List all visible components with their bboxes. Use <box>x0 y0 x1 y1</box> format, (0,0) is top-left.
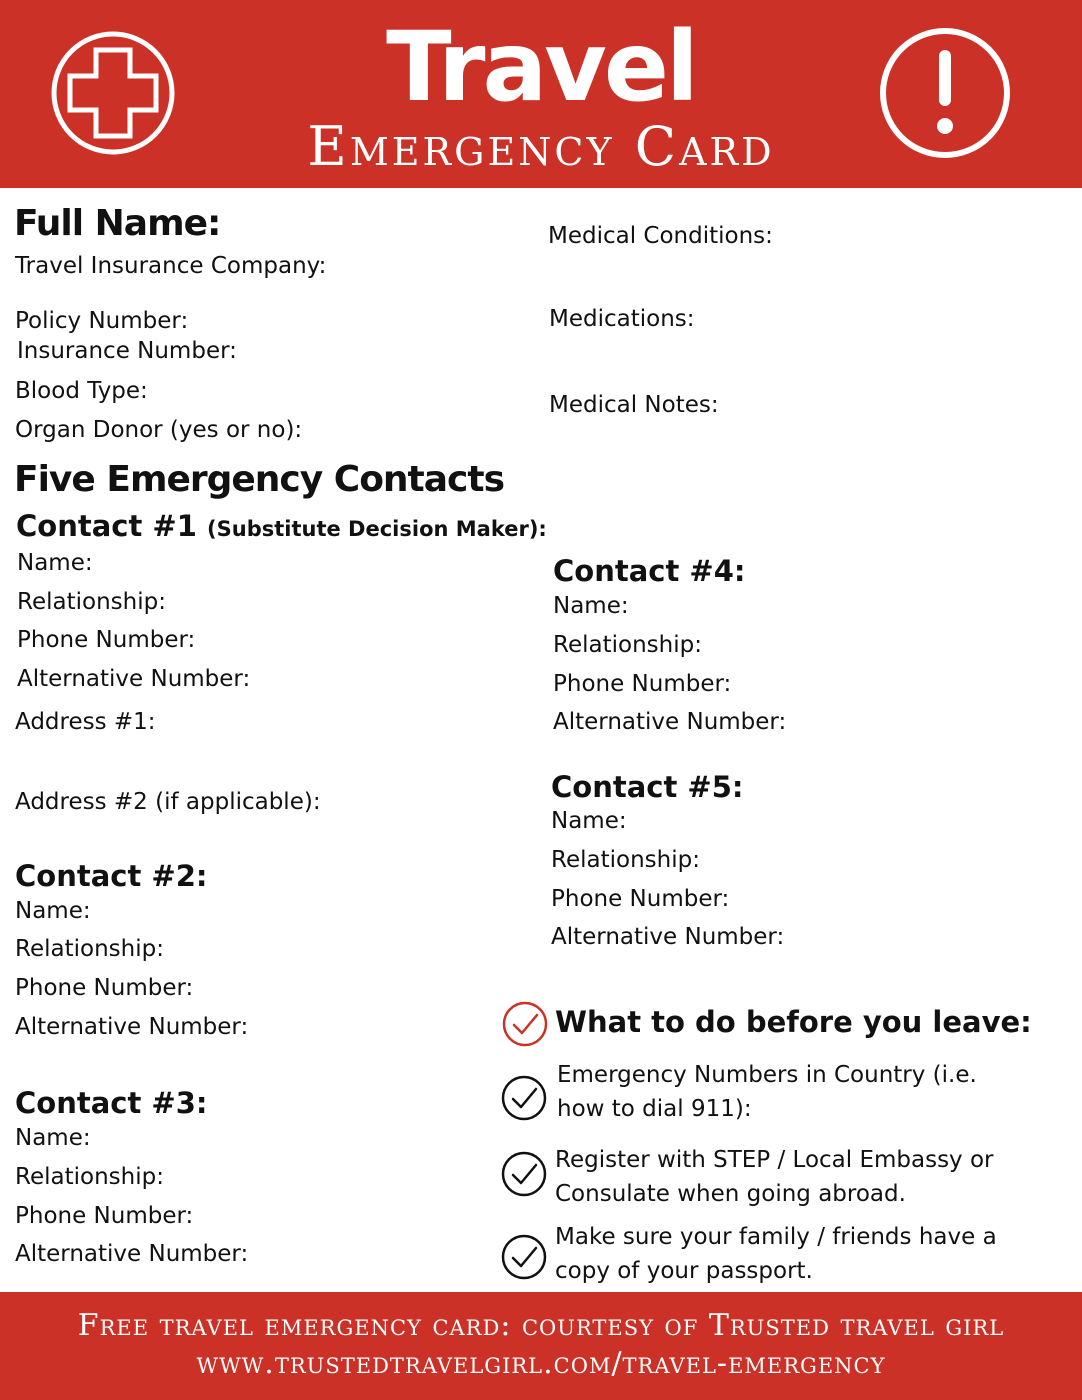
full-name-label: Full Name: <box>14 203 221 244</box>
contact-2-relationship: Relationship: <box>15 936 164 962</box>
contact-4-alt-number: Alternative Number: <box>553 709 787 735</box>
medical-conditions-label: Medical Conditions: <box>548 223 773 249</box>
contact-1-name: Name: <box>17 550 93 576</box>
check-circle-icon <box>500 1233 548 1281</box>
contact-5-name: Name: <box>551 808 627 834</box>
contact-3-relationship: Relationship: <box>15 1164 164 1190</box>
contact-2-phone: Phone Number: <box>15 975 194 1001</box>
contact-1-alt-number: Alternative Number: <box>17 666 251 692</box>
contact-1-address-1: Address #1: <box>15 709 156 735</box>
contact-2-name: Name: <box>15 898 91 924</box>
contact-2-alt-number: Alternative Number: <box>15 1014 249 1040</box>
contact-3-phone: Phone Number: <box>15 1203 194 1229</box>
insurance-company-label: Travel Insurance Company: <box>15 253 327 279</box>
contact-5-relationship: Relationship: <box>551 847 700 873</box>
page-subtitle: Emergency Card <box>307 115 775 178</box>
footer-courtesy-text: Free travel emergency card: courtesy of Trusted travel girl <box>77 1308 1005 1343</box>
emergency-contacts-heading: Five Emergency Contacts <box>14 459 505 500</box>
page-title: Travel <box>386 11 696 123</box>
contact-5-alt-number: Alternative Number: <box>551 924 785 950</box>
contact-1-relationship: Relationship: <box>17 589 166 615</box>
contact-1-title-text: Contact #1 <box>16 509 197 543</box>
contact-3-title: Contact #3: <box>15 1086 208 1120</box>
contact-3-name: Name: <box>15 1125 91 1151</box>
policy-number-label: Policy Number: <box>15 308 189 334</box>
organ-donor-label: Organ Donor (yes or no): <box>15 417 303 443</box>
checklist-item-register-step: Register with STEP / Local Embassy or Consulate when going abroad. <box>555 1147 994 1207</box>
contact-1-phone: Phone Number: <box>17 627 196 653</box>
exclamation-circle-icon <box>878 26 1012 160</box>
footer-url-link[interactable]: www.trustedtravelgirl.com/travel-emergency <box>196 1346 886 1381</box>
footer-banner <box>0 1292 1082 1400</box>
red-check-circle-icon <box>501 1000 549 1048</box>
checklist-item-emergency-numbers: Emergency Numbers in Country (i.e. how to dial 911): <box>557 1062 977 1122</box>
contact-4-relationship: Relationship: <box>553 632 702 658</box>
contact-1-subtitle: (Substitute Decision Maker): <box>207 517 547 541</box>
blood-type-label: Blood Type: <box>15 378 148 404</box>
checklist-item-passport-copy: Make sure your family / friends have a copy of your passport. <box>555 1224 997 1284</box>
contact-2-title: Contact #2: <box>15 859 208 893</box>
check-circle-icon <box>500 1150 548 1198</box>
contact-1-title <box>16 508 547 547</box>
check-circle-icon <box>500 1074 548 1122</box>
contact-1-address-2: Address #2 (if applicable): <box>15 789 321 815</box>
checklist-heading: What to do before you leave: <box>555 1005 1032 1039</box>
contact-5-title: Contact #5: <box>551 770 744 804</box>
header-banner <box>0 0 1082 188</box>
contact-4-title: Contact #4: <box>553 554 746 588</box>
insurance-number-label: Insurance Number: <box>17 338 237 364</box>
contact-4-phone: Phone Number: <box>553 671 732 697</box>
medications-label: Medications: <box>549 306 695 332</box>
medical-notes-label: Medical Notes: <box>549 392 719 418</box>
contact-5-phone: Phone Number: <box>551 886 730 912</box>
contact-3-alt-number: Alternative Number: <box>15 1241 249 1267</box>
contact-4-name: Name: <box>553 593 629 619</box>
